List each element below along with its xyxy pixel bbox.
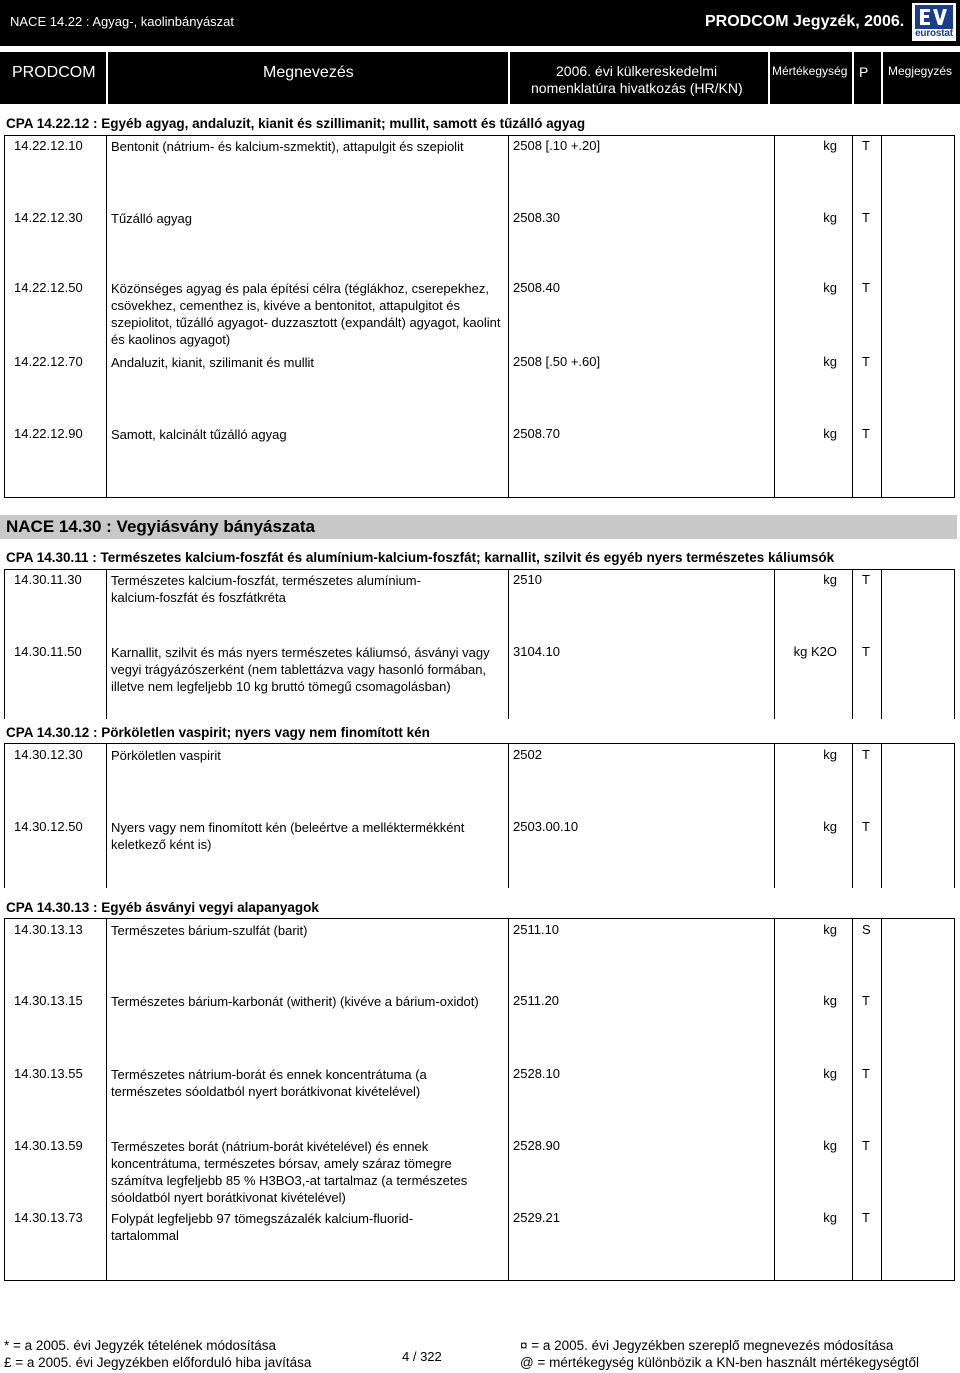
- divider: [954, 569, 955, 719]
- item-name: Karnallit, szilvit és más nyers természetes káliumsó, ásványi vagy vegyi trágyázószerként (nem tablettázva vagy hasonló formában, illetve nem legfeljebb 10 kg bruttó tömegű csomagolásban): [111, 645, 490, 694]
- p-code: S: [862, 922, 871, 937]
- divider: [852, 918, 853, 1280]
- item-name: Természetes nátrium-borát és ennek koncentrátuma (a természetes sóoldatból nyert borátkivonat kivételével): [111, 1067, 427, 1099]
- divider: [4, 497, 955, 498]
- hr-reference: 2511.10: [513, 922, 560, 937]
- unit: kg: [823, 138, 837, 153]
- p-code: T: [862, 572, 870, 587]
- divider: [4, 918, 954, 919]
- document-section-title: NACE 14.22 : Agyag-, kaolinbányászat: [10, 14, 235, 29]
- divider: [508, 135, 509, 497]
- hr-reference: 2528.10: [513, 1066, 560, 1081]
- divider: [852, 743, 853, 888]
- prodcom-code: 14.30.13.15: [14, 993, 83, 1008]
- p-code: T: [862, 1138, 870, 1153]
- divider: [852, 135, 853, 497]
- prodcom-code: 14.22.12.90: [14, 426, 83, 441]
- hr-reference: 2508.30: [513, 210, 560, 225]
- hr-reference: 2503.00.10: [513, 819, 579, 834]
- prodcom-code: 14.22.12.30: [14, 210, 83, 225]
- divider: [106, 743, 107, 888]
- divider: [106, 135, 107, 497]
- eurostat-logo: [912, 3, 956, 41]
- nace-heading: NACE 14.30 : Vegyiásvány bányászata: [6, 517, 315, 536]
- divider: [4, 1280, 955, 1281]
- eurostat-logo-icon: [915, 5, 953, 29]
- p-code: T: [862, 210, 870, 225]
- unit: kg: [823, 1138, 837, 1153]
- divider: [774, 918, 775, 1280]
- item-name: Bentonit (nátrium- és kalcium-szmektit), attapulgit és szepiolit: [111, 139, 464, 154]
- divider: [4, 743, 954, 744]
- p-code: T: [862, 138, 870, 153]
- unit: kg: [823, 280, 837, 295]
- prodcom-code: 14.30.12.30: [14, 747, 83, 762]
- item-name: Samott, kalcinált tűzálló agyag: [111, 427, 287, 442]
- item-name: Pörköletlen vaspirit: [111, 748, 221, 763]
- hr-reference: 2508.70: [513, 426, 560, 441]
- unit: kg: [823, 572, 837, 587]
- divider: [4, 569, 954, 570]
- nace-section-band: [0, 515, 957, 539]
- p-code: T: [862, 993, 870, 1008]
- header-hr-line1: 2006. évi külkereskedelmi: [556, 63, 718, 79]
- divider: [774, 135, 775, 497]
- hr-reference: 3104.10: [513, 644, 560, 659]
- unit: kg: [823, 354, 837, 369]
- p-code: T: [862, 354, 870, 369]
- footer-legend-1: * = a 2005. évi Jegyzék tételének módosítása: [4, 1338, 277, 1353]
- title-bar: [0, 0, 960, 46]
- unit: kg K2O: [793, 644, 837, 659]
- unit: kg: [823, 426, 837, 441]
- item-name: Természetes borát (nátrium-borát kivételével) és ennek koncentrátuma, természetes bórsav, amely száraz tömegre számítva legfeljebb 85 % H3BO3,-at tartalmaz (a természetes sóoldatból nyert borátkivonat kivételével): [111, 1139, 468, 1205]
- unit: kg: [823, 1210, 837, 1225]
- p-code: T: [862, 1066, 870, 1081]
- divider: [508, 569, 509, 719]
- hr-reference: 2529.21: [513, 1210, 560, 1225]
- divider: [881, 743, 882, 888]
- divider: [4, 743, 5, 888]
- unit: kg: [823, 1066, 837, 1081]
- hr-reference: 2508 [.10 +.20]: [513, 138, 601, 153]
- prodcom-code: 14.30.13.73: [14, 1210, 83, 1225]
- divider: [881, 918, 882, 1280]
- p-code: T: [862, 747, 870, 762]
- cpa-heading: CPA 14.30.12 : Pörköletlen vaspirit; nyers vagy nem finomított kén: [6, 725, 430, 740]
- divider: [106, 918, 107, 1280]
- prodcom-code: 14.30.11.30: [14, 572, 82, 587]
- item-name: Nyers vagy nem finomított kén (beleértve a melléktermékként keletkező ként is): [111, 820, 465, 852]
- hr-reference: 2508 [.50 +.60]: [513, 354, 601, 369]
- item-name: Tűzálló agyag: [111, 211, 192, 226]
- divider: [4, 135, 5, 497]
- divider: [954, 918, 955, 1280]
- prodcom-code: 14.22.12.10: [14, 138, 83, 153]
- divider: [774, 743, 775, 888]
- hr-reference: 2511.20: [513, 993, 560, 1008]
- hr-reference: 2508.40: [513, 280, 560, 295]
- p-code: T: [862, 426, 870, 441]
- prodcom-code: 14.22.12.50: [14, 280, 83, 295]
- header-note: Megjegyzés: [888, 64, 953, 78]
- item-name: Andaluzit, kianit, szilimanit és mullit: [111, 355, 315, 370]
- p-code: T: [862, 1210, 870, 1225]
- divider: [954, 743, 955, 888]
- p-code: T: [862, 280, 870, 295]
- unit: kg: [823, 819, 837, 834]
- hr-reference: 2502: [513, 747, 542, 762]
- table-header: [0, 52, 960, 104]
- divider: [508, 743, 509, 888]
- divider: [881, 569, 882, 719]
- header-name: Megnevezés: [263, 64, 354, 81]
- hr-reference: 2510: [513, 572, 542, 587]
- divider: [4, 569, 5, 719]
- divider: [4, 918, 5, 1280]
- divider: [508, 918, 509, 1280]
- footer-legend-4: @ = mértékegység különbözik a KN-ben használt mértékegységtől: [520, 1355, 920, 1370]
- item-name: Természetes bárium-szulfát (barit): [111, 923, 308, 938]
- item-name: Folypát legfeljebb 97 tömegszázalék kalcium-fluorid-tartalommal: [111, 1211, 414, 1243]
- p-code: T: [862, 644, 870, 659]
- footer-legend-2: £ = a 2005. évi Jegyzékben előforduló hiba javítása: [4, 1355, 312, 1370]
- p-code: T: [862, 819, 870, 834]
- unit: kg: [823, 922, 837, 937]
- eurostat-logo-text: eurostat: [915, 28, 953, 39]
- footer-legend-3: ¤ = a 2005. évi Jegyzékben szereplő megnevezés módosítása: [520, 1338, 894, 1353]
- divider: [852, 569, 853, 719]
- header-hr-line2: nomenklatúra hivatkozás (HR/KN): [531, 80, 743, 96]
- item-name: Közönséges agyag és pala építési célra (téglákhoz, cserepekhez, csövekhez, cementhez is, kivéve a bentonitot, attapulgitot és szepiolitot, tűzálló agyagot- duzzasztott (expandált) agyagot, kaolint és kaolinos agyagot): [111, 281, 501, 347]
- unit: kg: [823, 747, 837, 762]
- unit: kg: [823, 993, 837, 1008]
- document-title: PRODCOM Jegyzék, 2006.: [705, 13, 905, 30]
- prodcom-code: 14.30.13.55: [14, 1066, 83, 1081]
- header-p: P: [859, 64, 869, 80]
- prodcom-code: 14.30.11.50: [14, 644, 82, 659]
- hr-reference: 2528.90: [513, 1138, 560, 1153]
- item-name: Természetes kalcium-foszfát, természetes alumínium-kalcium-foszfát és foszfátkréta: [111, 573, 421, 605]
- divider: [954, 135, 955, 497]
- prodcom-code: 14.30.13.13: [14, 922, 83, 937]
- divider: [4, 135, 954, 136]
- header-unit: Mértékegység: [772, 64, 848, 78]
- prodcom-code: 14.30.12.50: [14, 819, 83, 834]
- divider: [881, 135, 882, 497]
- cpa-heading: CPA 14.22.12 : Egyéb agyag, andaluzit, kianit és szillimanit; mullit, samott és tűzálló agyag: [6, 116, 586, 131]
- page-number: 4 / 322: [402, 1349, 442, 1364]
- divider: [106, 569, 107, 719]
- header-prodcom: PRODCOM: [12, 64, 96, 81]
- cpa-heading: CPA 14.30.11 : Természetes kalcium-foszfát és alumínium-kalcium-foszfát; karnallit, szilvit és egyéb nyers természetes káliumsók: [6, 550, 835, 565]
- prodcom-code: 14.30.13.59: [14, 1138, 83, 1153]
- prodcom-code: 14.22.12.70: [14, 354, 83, 369]
- cpa-heading: CPA 14.30.13 : Egyéb ásványi vegyi alapanyagok: [6, 900, 319, 915]
- item-name: Természetes bárium-karbonát (witherit) (kivéve a bárium-oxidot): [111, 994, 479, 1009]
- unit: kg: [823, 210, 837, 225]
